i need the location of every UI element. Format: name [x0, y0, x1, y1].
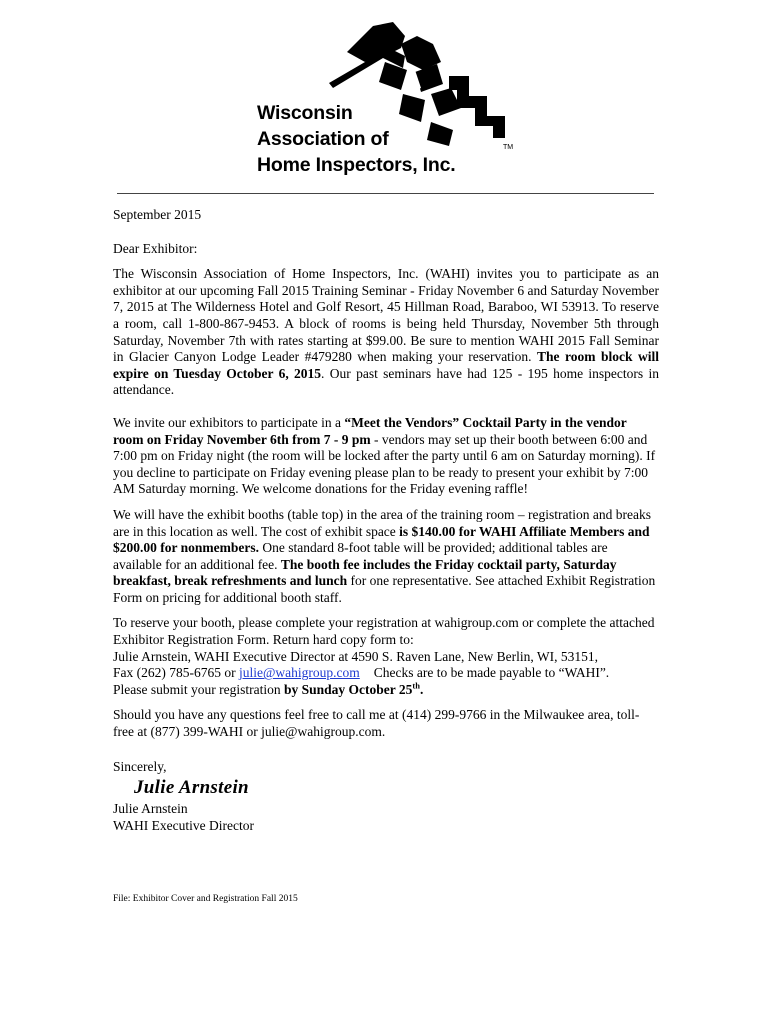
paragraph-text: One standard 8-foot table will be provided; additional tables are available for an additional fee.	[113, 540, 608, 572]
paragraph-text: for one representative. See attached Exhibit Registration Form on pricing for additional booth staff.	[113, 573, 656, 605]
paragraph-registration	[113, 615, 659, 698]
paragraph-text: Please submit your registration	[113, 681, 284, 697]
file-note: File: Exhibitor Cover and Registration Fall 2015	[113, 894, 298, 904]
paragraph-text: We will have the exhibit booths (table top) in the area of the training room – registration and breaks are in this location as well. The cost of exhibit space	[113, 506, 652, 539]
salutation: Dear Exhibitor:	[113, 240, 198, 256]
letter-date: September 2015	[113, 207, 202, 222]
mailing-address: Julie Arnstein, WAHI Executive Director at 4590 S. Raven Lane, New Berlin, WI, 53151,	[113, 648, 599, 664]
paragraph-text: We invite our exhibitors to participate in a	[113, 414, 345, 430]
paragraph-cocktail-party	[113, 415, 659, 498]
wahi-logo	[255, 18, 535, 183]
signature: Julie Arnstein	[134, 777, 249, 799]
letter-body	[113, 207, 659, 834]
trademark-mark: TM	[503, 144, 514, 151]
fax-number: Fax (262) 785-6765 or	[113, 665, 239, 681]
paragraph-text: To reserve your booth, please complete your registration at wahigroup.com or complete the attached Exhibitor Registration Form. Return hard copy form to:	[113, 615, 655, 648]
signer-title: WAHI Executive Director	[113, 817, 254, 833]
room-block-deadline: The room block will expire on Tuesday October 6, 2015	[113, 349, 659, 381]
paragraph-text: . Our past seminars have had 125 - 195 home inspectors in attendance.	[113, 365, 659, 398]
paragraph-text: The Wisconsin Association of Home Inspectors, Inc. (WAHI) invites you to participate as an exhibitor at our upcoming Fall 2015 Training Seminar - Friday November 6 and Saturday November 7, 2015 at The Wilderness Hotel and Golf Resort, 45 Hillman Road, Baraboo, WI 53913. To reserve a room, call 1-800-867-9453. A block of rooms is being held Thursday, November 5th through Saturday, November 7th with rates starting at $99.00. Be sure to mention WAHI 2015 Fall Seminar in Glacier Canyon Lodge Leader #479280 when making your reservation.	[113, 266, 659, 365]
email-link[interactable]: julie@wahigroup.com	[238, 665, 360, 681]
header-divider	[117, 193, 654, 194]
logo-text-line-1: Wisconsin	[257, 102, 353, 124]
booth-fee-inclusions: The booth fee includes the Friday cocktail party, Saturday breakfast, break refreshments and lunch	[113, 556, 617, 589]
booth-pricing: is $140.00 for WAHI Affiliate Members and $200.00 for nonmembers.	[113, 523, 650, 556]
paragraph-contact: Should you have any questions feel free to call me at (414) 299-9766 in the Milwaukee area, toll-free at (877) 399-WAHI or julie@wahigroup.com.	[113, 707, 640, 740]
closing: Sincerely,	[113, 758, 167, 774]
paragraph-exhibit-booths	[113, 507, 659, 607]
payment-note: Checks are to be made payable to “WAHI”.	[373, 665, 610, 681]
logo-text-line-3: Home Inspectors, Inc.	[257, 154, 456, 176]
paragraph-seminar-details	[113, 266, 659, 399]
signer-name: Julie Arnstein	[113, 801, 188, 817]
paragraph-text: - vendors may set up their booth between 6:00 and 7:00 pm on Friday night (the room will be locked after the party until 6 am on Saturday morning). If you decline to participate on Friday evening please plan to be ready to present your exhibit by 7:00 AM Saturday morning. We welcome donations for the Friday evening raffle!	[113, 431, 656, 497]
registration-deadline: by Sunday October 25th.	[283, 680, 424, 697]
cocktail-party-highlight: “Meet the Vendors” Cocktail Party in the vendor room on Friday November 6th from 7 - 9 pm	[113, 414, 627, 447]
logo-text-line-2: Association of	[257, 128, 389, 150]
